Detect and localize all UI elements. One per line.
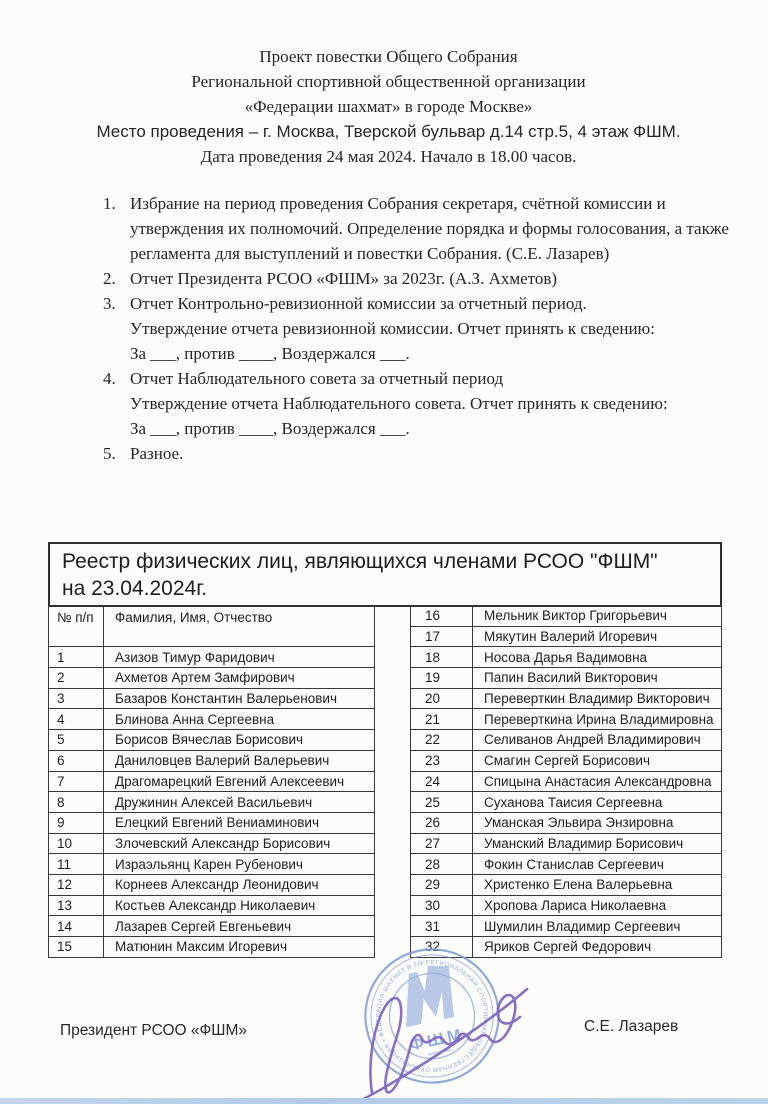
table-row (49, 834, 375, 855)
agenda-item-number: 3. (103, 294, 116, 313)
row-number: 2 (49, 668, 104, 688)
row-number: 7 (49, 772, 104, 792)
footer-left-label: Президент РСОО «ФШМ» (60, 1022, 248, 1039)
row-name: Базаров Константин Валерьенович (104, 689, 375, 709)
table-row (411, 896, 722, 917)
row-number: 6 (49, 751, 104, 771)
row-name: Хропова Лариса Николаевна (473, 896, 722, 916)
footer-right-label: С.Е. Лазарев (584, 1018, 679, 1035)
agenda-item-number: 5. (103, 444, 116, 463)
row-number: 32 (411, 937, 473, 957)
row-name: Фокин Станислав Сергеевич (473, 854, 722, 874)
row-number: 17 (411, 627, 473, 647)
row-number: 27 (411, 834, 473, 854)
row-number: 23 (411, 751, 473, 771)
table-row (411, 834, 722, 855)
registry-title (48, 542, 722, 607)
table-row (411, 606, 722, 627)
row-number: 31 (411, 916, 473, 936)
table-row (49, 709, 375, 730)
agenda-line: Отчет Президента РСОО «ФШМ» за 2023г. (А.З. Ахметов) (130, 269, 558, 288)
table-row (49, 854, 375, 875)
table-row (49, 813, 375, 834)
row-name: Блинова Анна Сергеевна (104, 709, 375, 729)
signature (340, 972, 540, 1104)
header-line-date: Дата проведения 24 мая 2024. Начало в 18.00 часов. (200, 147, 577, 166)
row-name: Елецкий Евгений Вениаминович (104, 813, 375, 833)
table-row (49, 772, 375, 793)
row-number: 4 (49, 709, 104, 729)
agenda-item-number: 4. (103, 369, 116, 388)
row-number: 3 (49, 689, 104, 709)
row-name: Яриков Сергей Федорович (473, 937, 722, 957)
table-row (411, 813, 722, 834)
agenda-item (100, 441, 732, 466)
row-number: 14 (49, 916, 104, 936)
row-name: Дружинин Алексей Васильевич (104, 792, 375, 812)
row-number: 30 (411, 896, 473, 916)
row-number: 11 (49, 854, 104, 874)
row-number: 1 (49, 647, 104, 667)
agenda-item (100, 266, 732, 291)
row-number: 16 (411, 606, 473, 626)
agenda-item (100, 366, 732, 441)
row-name: Костьев Александр Николаевич (104, 896, 375, 916)
agenda-item-number: 1. (103, 194, 116, 213)
row-name: Злочевский Александр Борисович (104, 834, 375, 854)
row-name: Лазарев Сергей Евгеньевич (104, 916, 375, 936)
agenda-line: Утверждение отчета Наблюдательного совета. Отчет принять к сведению: (130, 394, 668, 413)
row-name: Суханова Таисия Сергеевна (473, 792, 722, 812)
doc-header (36, 44, 741, 169)
table-row (411, 668, 722, 689)
row-name: Селиванов Андрей Владимирович (473, 730, 722, 750)
header-line: Региональной спортивной общественной организации (191, 72, 586, 91)
row-name: Переверткин Владимир Викторович (473, 689, 722, 709)
row-number: 19 (411, 668, 473, 688)
row-name: Переверткина Ирина Владимировна (473, 709, 722, 729)
table-row (49, 751, 375, 772)
registry-table-right (410, 605, 722, 958)
table-row (49, 730, 375, 751)
agenda-item (100, 291, 732, 366)
row-name: Корнеев Александр Леонидович (104, 875, 375, 895)
agenda-item-number: 2. (103, 269, 116, 288)
row-name: Драгомарецкий Евгений Алексеевич (104, 772, 375, 792)
row-number: 21 (411, 709, 473, 729)
row-name: Папин Василий Викторович (473, 668, 722, 688)
header-line-venue: Место проведения – г. Москва, Тверской бульвар д.14 стр.5, 4 этаж ФШМ. (96, 122, 681, 141)
row-number: 26 (411, 813, 473, 833)
agenda-line: Отчет Наблюдательного совета за отчетный период (130, 369, 504, 388)
row-number: 9 (49, 813, 104, 833)
row-name: Матюнин Максим Игоревич (104, 937, 375, 957)
table-row (411, 689, 722, 710)
stamp-center-text: ФШМ (407, 1024, 467, 1055)
row-number: 13 (49, 896, 104, 916)
agenda-item (100, 191, 732, 266)
agenda-list (100, 191, 732, 466)
agenda-line: За ___, против ____, Воздержался ___. (130, 344, 410, 363)
table-row (49, 916, 375, 937)
row-number: 10 (49, 834, 104, 854)
header-line: Проект повестки Общего Собрания (259, 47, 518, 66)
registry-title-line1: Реестр физических лиц, являющихся членами РСОО "ФШМ" (62, 550, 658, 573)
row-number: 5 (49, 730, 104, 750)
table-row (411, 916, 722, 937)
row-name: Ахметов Артем Замфирович (104, 668, 375, 688)
table-row (411, 875, 722, 896)
agenda-line: Отчет Контрольно-ревизионной комиссии за отчетный период. (130, 294, 587, 313)
row-name: Смагин Сергей Борисович (473, 751, 722, 771)
table-row (49, 896, 375, 917)
table-row (49, 792, 375, 813)
header-line: «Федерации шахмат» в городе Москве» (244, 97, 533, 116)
stamp-ring-text: • РЕГИОНАЛЬНАЯ СПОРТИВНАЯ ОБЩЕСТВЕННАЯ ОРГАНИЗАЦИЯ • ФЕДЕРАЦИЯ ШАХМАТ В ГОРОДЕ МОСКВЕ (375, 959, 489, 1073)
row-number: 25 (411, 792, 473, 812)
row-name: Спицына Анастасия Александровна (473, 772, 722, 792)
table-row (49, 875, 375, 896)
row-number: 28 (411, 854, 473, 874)
row-name: Уманская Эльвира Энзировна (473, 813, 722, 833)
row-number: 8 (49, 792, 104, 812)
row-number: 18 (411, 647, 473, 667)
row-name: Азизов Тимур Фаридович (104, 647, 375, 667)
bottom-scan-line (0, 1098, 768, 1104)
row-name: Даниловцев Валерий Валерьевич (104, 751, 375, 771)
agenda-line: Утверждение отчета ревизионной комиссии. Отчет принять к сведению: (130, 319, 655, 338)
row-name: Христенко Елена Валерьевна (473, 875, 722, 895)
table-row (411, 730, 722, 751)
registry-tables (48, 605, 722, 958)
table-row (49, 647, 375, 668)
registry-section (48, 542, 722, 958)
agenda-line: Разное. (130, 444, 184, 463)
table-row (49, 668, 375, 689)
table-row (411, 792, 722, 813)
row-name: Уманский Владимир Борисович (473, 834, 722, 854)
col-header-name: Фамилия, Имя, Отчество (104, 606, 375, 646)
row-name: Носова Дарья Вадимовна (473, 647, 722, 667)
registry-title-line2: на 23.04.2024г. (62, 577, 208, 600)
row-number: 22 (411, 730, 473, 750)
row-name: Борисов Вячеслав Борисович (104, 730, 375, 750)
table-row (411, 627, 722, 648)
table-row (411, 751, 722, 772)
row-number: 24 (411, 772, 473, 792)
table-row (49, 689, 375, 710)
row-name: Израэльянц Карен Рубенович (104, 854, 375, 874)
row-name: Мельник Виктор Григорьевич (473, 606, 722, 626)
row-number: 20 (411, 689, 473, 709)
row-name: Шумилин Владимир Сергеевич (473, 916, 722, 936)
table-row (49, 937, 375, 958)
table-row (411, 709, 722, 730)
row-name: Мякутин Валерий Игоревич (473, 627, 722, 647)
col-header-num: № п/п (49, 606, 104, 646)
agenda-line: Избрание на период проведения Собрания секретаря, счётной комиссии и утверждения их полномочий. Определение порядка и формы голосования, а также регламента для выступлений и повестки Собрания. (С.Е. Лазарев) (130, 194, 729, 263)
registry-table-left (48, 605, 375, 958)
table-row (411, 647, 722, 668)
agenda-line: За ___, против ____, Воздержался ___. (130, 419, 410, 438)
table-row (411, 854, 722, 875)
row-number: 15 (49, 937, 104, 957)
row-number: 29 (411, 875, 473, 895)
table-gap (375, 605, 410, 958)
row-number: 12 (49, 875, 104, 895)
table-row (411, 772, 722, 793)
column-header-row (49, 606, 375, 647)
